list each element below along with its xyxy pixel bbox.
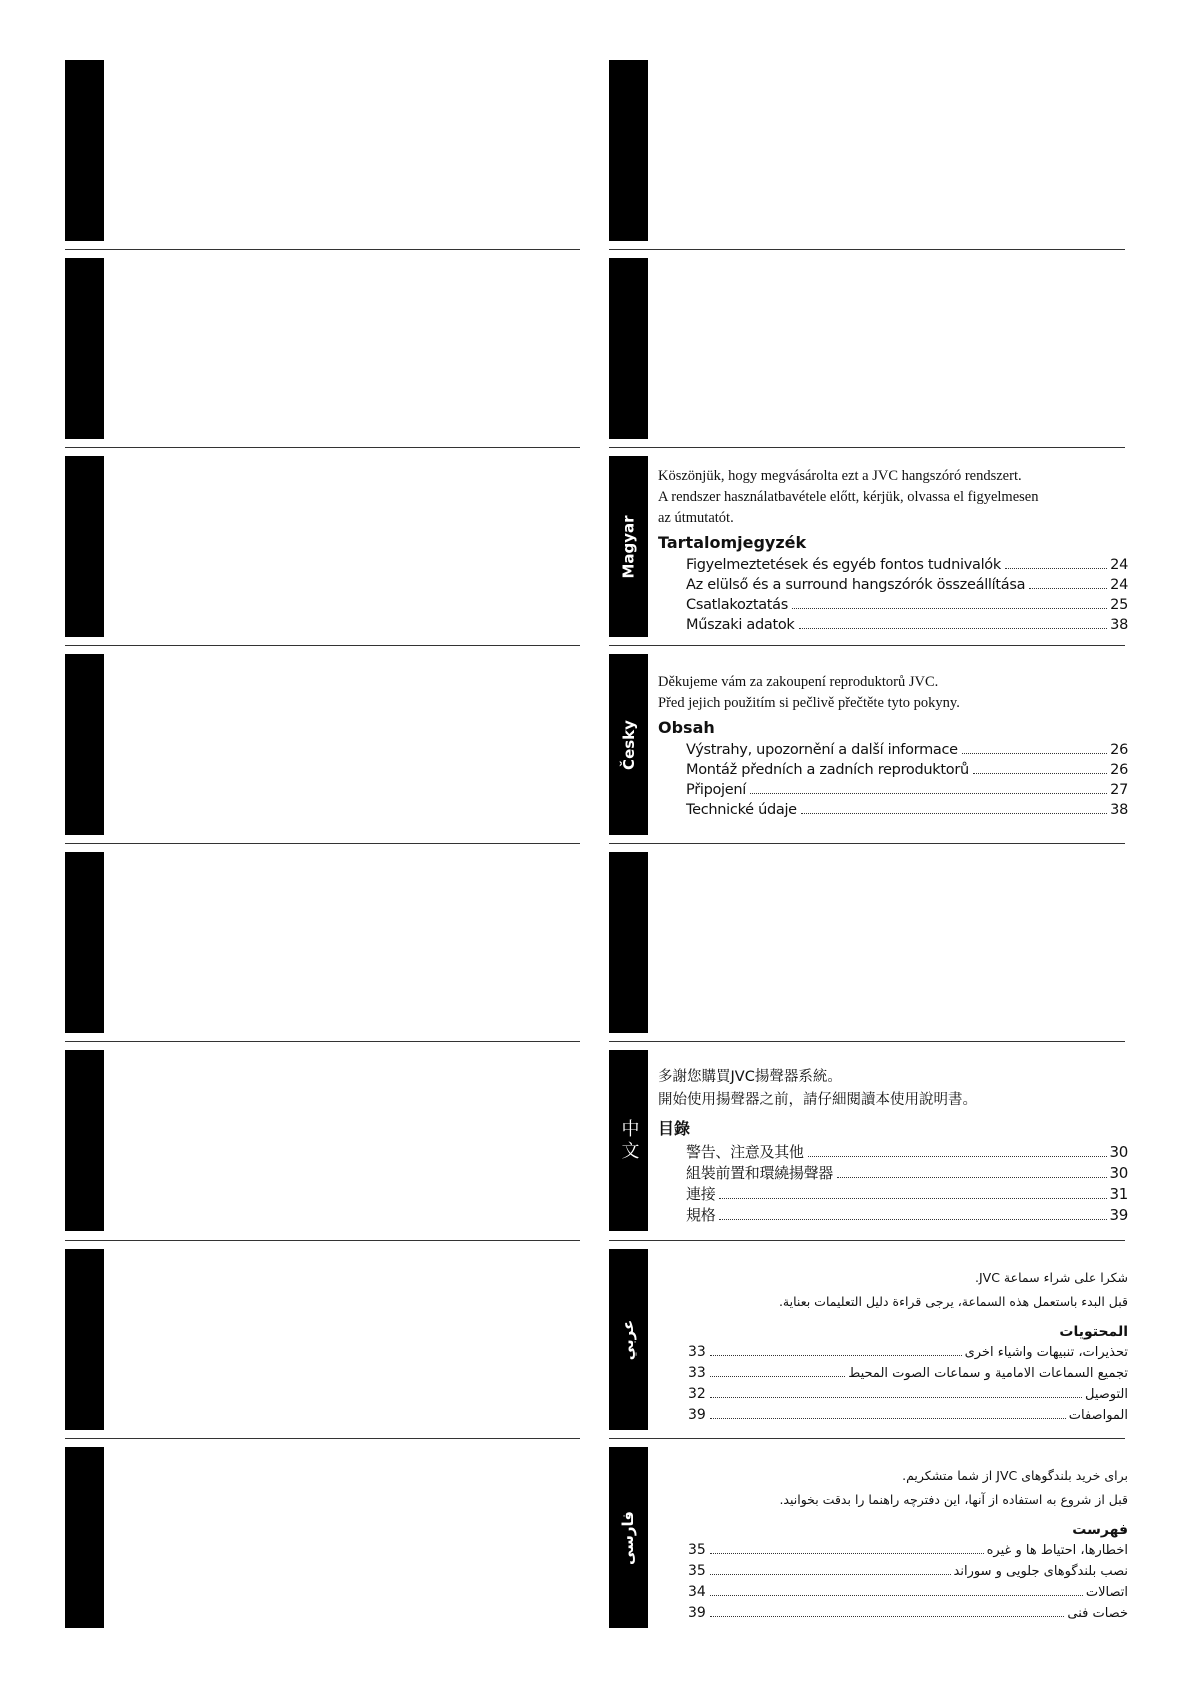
left-tab-7 [65,1249,104,1430]
toc-title: اخطارها، احتیاط ها و غیره [986,1543,1128,1558]
tab-label-farsi: فارسی [619,1510,638,1565]
right-tab-cesky [609,654,648,835]
leader-dots [719,1198,1106,1199]
toc-title: 警告、注意及其他 [686,1143,804,1161]
toc-page: 27 [1110,782,1128,798]
leader-dots [710,1616,1065,1617]
leader-dots [837,1177,1106,1178]
left-tab-3 [65,456,104,637]
toc-title: Műszaki adatok [686,617,795,633]
toc-page: 25 [1110,597,1128,613]
left-rule-4 [65,843,580,844]
toc-title: Montáž předních a zadních reproduktorů [686,762,969,778]
intro-line: قبل از شروع به استفاده از آنها، این دفترچه راهنما را بدقت بخوانید. [779,1492,1128,1507]
intro-line: 多謝您購買JVC揚聲器系統。 [658,1069,842,1085]
right-tab-1 [609,60,648,241]
right-rule-5 [609,1041,1125,1042]
section-magyar [658,466,1128,635]
right-rule-6 [609,1240,1125,1241]
intro-arabic [658,1266,1128,1314]
tab-label-arabic: عربي [619,1319,638,1360]
toc-heading-farsi: فهرست [1072,1522,1128,1538]
toc-item[interactable] [686,1184,1128,1205]
toc-page: 24 [1110,577,1128,593]
toc-heading-arabic: المحتويات [1059,1324,1128,1340]
toc-heading-cesky: Obsah [658,718,715,737]
right-tab-2 [609,258,648,439]
toc-page: 35 [688,1542,706,1558]
toc-page: 33 [688,1365,706,1381]
left-tab-8 [65,1447,104,1628]
leader-dots [750,793,1107,794]
toc-item[interactable] [686,1205,1128,1226]
toc-page: 30 [1109,1143,1128,1161]
toc-page: 31 [1109,1185,1128,1203]
toc-item[interactable] [688,1384,1128,1405]
toc-cesky [658,740,1128,820]
intro-line: 開始使用揚聲器之前，請仔細閱讀本使用說明書。 [658,1092,977,1108]
toc-heading-magyar: Tartalomjegyzék [658,533,807,552]
toc-heading-chinese: 目錄 [658,1119,691,1138]
left-rule-3 [65,645,580,646]
toc-page: 35 [688,1563,706,1579]
intro-line: شكرا على شراء سماعة JVC. [975,1270,1128,1285]
intro-farsi [658,1464,1128,1512]
toc-title: Figyelmeztetések és egyéb fontos tudnivalók [686,557,1001,573]
toc-page: 33 [688,1344,706,1360]
toc-title: Az elülső és a surround hangszórók összeállítása [686,577,1026,593]
toc-chinese [658,1142,1128,1226]
right-tab-farsi [609,1447,648,1628]
toc-page: 38 [1110,802,1128,818]
leader-dots [710,1418,1066,1419]
toc-item[interactable] [686,595,1128,615]
toc-title: 連接 [686,1185,716,1203]
toc-page: 39 [1109,1206,1128,1224]
leader-dots [962,753,1107,754]
toc-title: اتصالات [1085,1585,1128,1600]
toc-page: 32 [688,1386,706,1402]
leader-dots [801,813,1107,814]
toc-item[interactable] [688,1405,1128,1426]
toc-page: 26 [1110,762,1128,778]
intro-line: A rendszer használatbavétele előtt, kérjük, olvassa el figyelmesen [658,489,1039,505]
toc-page: 39 [688,1407,706,1423]
toc-item[interactable] [688,1603,1128,1624]
toc-farsi [658,1540,1128,1624]
right-rule-2 [609,447,1125,448]
toc-title: تجميع السماعات الامامية و سماعات الصوت المحيط [848,1366,1128,1381]
tab-label-magyar: Magyar [619,514,638,579]
tab-label-cesky: Česky [619,719,638,770]
toc-arabic [658,1342,1128,1426]
leader-dots [719,1219,1106,1220]
intro-chinese [658,1066,1128,1112]
leader-dots [710,1355,962,1356]
toc-page: 26 [1110,742,1128,758]
toc-item[interactable] [688,1342,1128,1363]
right-tab-magyar [609,456,648,637]
left-rule-1 [65,249,580,250]
leader-dots [799,628,1108,629]
right-rule-7 [609,1438,1125,1439]
toc-page: 24 [1110,557,1128,573]
right-tab-chinese [609,1050,648,1231]
toc-page: 34 [688,1584,706,1600]
leader-dots [1005,568,1107,569]
intro-line: قبل البدء باستعمل هذه السماعة، يرجى قراءة دليل التعليمات بعناية. [778,1294,1128,1309]
left-rule-5 [65,1041,580,1042]
right-rule-4 [609,843,1125,844]
toc-item[interactable] [688,1363,1128,1384]
left-tab-1 [65,60,104,241]
leader-dots [710,1595,1083,1596]
left-tab-2 [65,258,104,439]
right-tab-arabic [609,1249,648,1430]
toc-item[interactable] [686,615,1128,635]
left-tab-5 [65,852,104,1033]
toc-title: 規格 [686,1206,716,1224]
toc-title: نصب بلندگوهای جلویی و سوراند [953,1564,1128,1579]
section-farsi [658,1464,1128,1624]
toc-item[interactable] [686,555,1128,575]
intro-cesky [658,672,1128,714]
tab-label-chinese: 中文 [618,1118,640,1163]
toc-title: Připojení [686,782,747,798]
section-chinese [658,1066,1128,1226]
toc-title: خصات فنی [1067,1606,1128,1621]
leader-dots [710,1376,845,1377]
toc-title: تحذيرات، تنبيهات واشياء اخرى [964,1345,1128,1360]
section-arabic [658,1266,1128,1426]
leader-dots [973,773,1107,774]
leader-dots [710,1553,984,1554]
left-tab-4 [65,654,104,835]
toc-item[interactable] [686,780,1128,800]
toc-item[interactable] [688,1540,1128,1561]
left-rule-2 [65,447,580,448]
toc-title: 組裝前置和環繞揚聲器 [686,1164,834,1182]
toc-page: 30 [1109,1164,1128,1182]
leader-dots [710,1574,951,1575]
intro-line: Před jejich použitím si pečlivě přečtěte tyto pokyny. [658,695,960,711]
intro-magyar [658,466,1128,529]
toc-page: 38 [1110,617,1128,633]
intro-line: Köszönjük, hogy megvásárolta ezt a JVC hangszóró rendszert. [658,468,1022,484]
leader-dots [1029,588,1107,589]
right-tab-5 [609,852,648,1033]
toc-item[interactable] [686,1142,1128,1163]
toc-title: Technické údaje [686,802,797,818]
intro-line: az útmutatót. [658,510,734,526]
toc-item[interactable] [688,1561,1128,1582]
toc-title: Výstrahy, upozornění a další informace [686,742,958,758]
toc-magyar [658,555,1128,635]
right-rule-3 [609,645,1125,646]
leader-dots [792,608,1107,609]
section-cesky [658,672,1128,820]
right-rule-1 [609,249,1125,250]
toc-page: 39 [688,1605,706,1621]
left-tab-6 [65,1050,104,1231]
toc-title: Csatlakoztatás [686,597,789,613]
toc-item[interactable] [686,760,1128,780]
toc-item[interactable] [688,1582,1128,1603]
toc-title: المواصفات [1068,1408,1128,1423]
left-rule-7 [65,1438,580,1439]
intro-line: برای خرید بلندگوهای JVC از شما متشکریم. [902,1468,1128,1483]
intro-line: Děkujeme vám za zakoupení reproduktorů JVC. [658,674,939,690]
leader-dots [710,1397,1082,1398]
left-rule-6 [65,1240,580,1241]
toc-item[interactable] [686,740,1128,760]
toc-item[interactable] [686,575,1128,595]
toc-item[interactable] [686,800,1128,820]
leader-dots [808,1156,1107,1157]
toc-item[interactable] [686,1163,1128,1184]
toc-title: التوصيل [1084,1387,1128,1402]
